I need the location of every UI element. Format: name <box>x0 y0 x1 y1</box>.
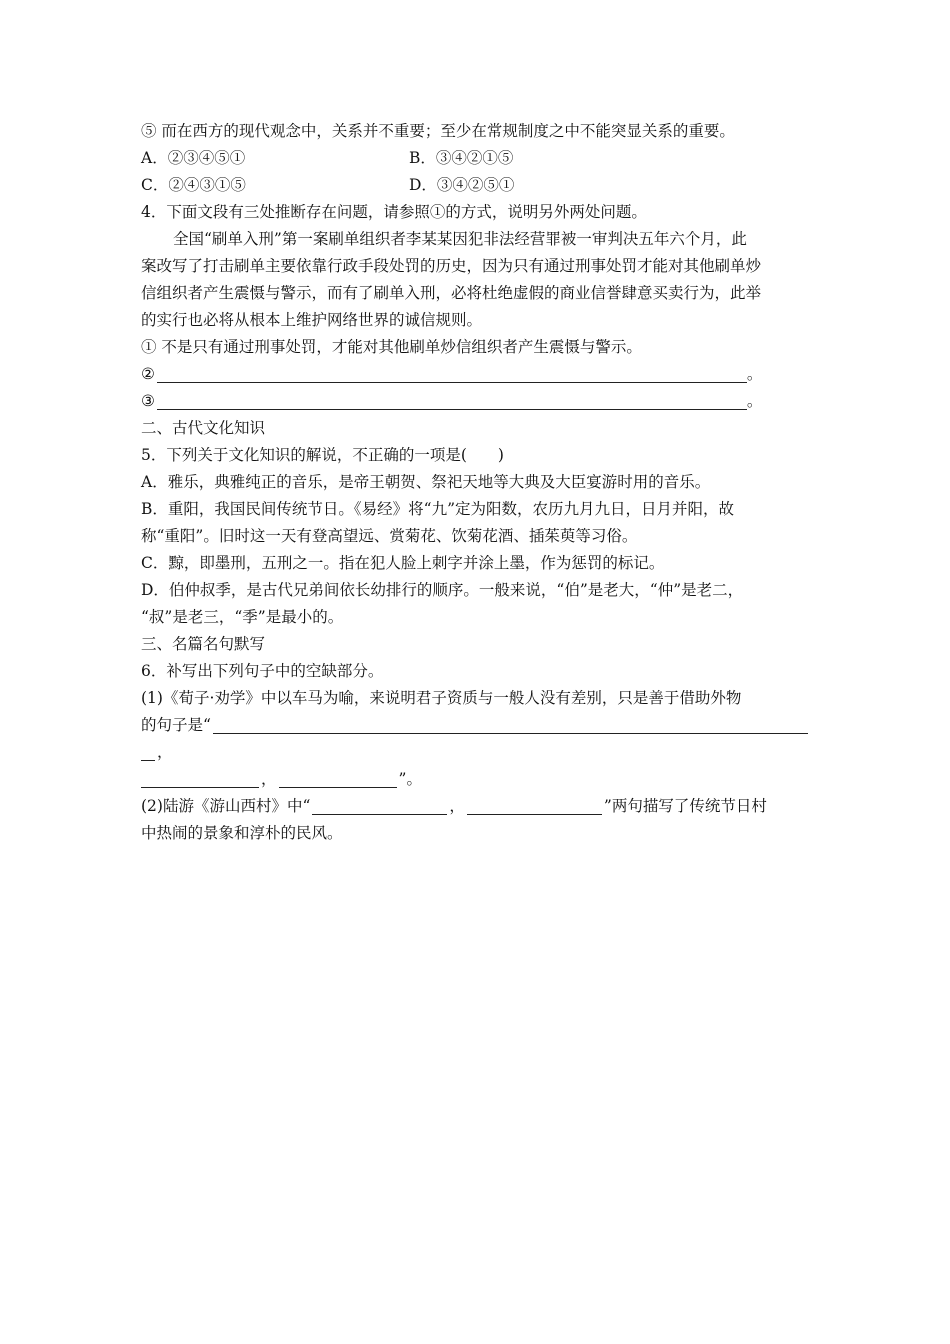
question-5: 5．下列关于文化知识的解说，不正确的一项是( ) <box>141 446 504 464</box>
question-6-1-blank-a[interactable] <box>213 714 808 734</box>
passage-line-3: 信组织者产生震慑与警示，而有了刷单入刑，必将杜绝虚假的商业信誉肆意买卖行为，此举 <box>141 284 762 302</box>
question-6-1-blank-b[interactable] <box>141 768 259 788</box>
question-5-option-b-line-1: B．重阳，我国民间传统节日。《易经》将“九”定为阳数，农历九月九日，日月并阳，故 <box>141 500 734 518</box>
option-d: D．③④②⑤① <box>409 176 515 194</box>
passage-line-2: 案改写了打击刷单主要依靠行政手段处罚的历史，因为只有通过刑事处罚才能对其他刷单炒 <box>141 257 762 275</box>
options-row-cd <box>141 172 821 199</box>
question-6-2-blank-b[interactable] <box>467 795 602 815</box>
question-6-1-line-3 <box>141 739 821 766</box>
passage-line-1: 全国“刷单入刑”第一案刷单组织者李某某因犯非法经营罪被一审判决五年六个月，此 <box>173 230 747 248</box>
question-6-2-blank-a[interactable] <box>312 795 447 815</box>
section-3-heading: 三、名篇名句默写 <box>141 635 266 653</box>
question-5-option-d-line-2: “叔”是老三，“季”是最小的。 <box>141 608 344 626</box>
question-6-1-comma-1: ， <box>157 743 173 761</box>
answer-2-period: 。 <box>746 365 763 383</box>
question-6-1-comma-2: ， <box>261 770 277 788</box>
options-row-ab <box>141 145 821 172</box>
question-5-option-d-line-1: D．伯仲叔季，是古代兄弟间依长幼排行的顺序。一般来说，“伯”是老大，“仲”是老二， <box>141 581 744 599</box>
answer-3-blank[interactable] <box>157 390 747 410</box>
question-6-1-blank-c[interactable] <box>279 768 397 788</box>
question-6-1-line-1: (1)《荀子·劝学》中以车马为喻，来说明君子资质与一般人没有差别，只是善于借助外物 <box>141 689 742 707</box>
answer-3-period: 。 <box>746 392 763 410</box>
question-6-2-line-2: 中热闹的景象和淳朴的民风。 <box>141 824 343 842</box>
question-4: 4．下面文段有三处推断存在问题，请参照①的方式，说明另外两处问题。 <box>141 203 647 221</box>
answer-3-row <box>141 388 821 415</box>
answer-2-label: ② <box>141 365 155 383</box>
question-6: 6．补写出下列句子中的空缺部分。 <box>141 662 384 680</box>
answer-1: ① 不是只有通过刑事处罚，才能对其他刷单炒信组织者产生震慑与警示。 <box>141 338 642 356</box>
question-6-2-prefix: (2)陆游《游山西村》中“ <box>141 797 311 815</box>
question-6-1-line-4 <box>141 766 821 793</box>
answer-2-row <box>141 361 821 388</box>
question-6-1-blank-a-cont[interactable] <box>141 741 155 761</box>
question-6-1-close: ”。 <box>398 770 422 788</box>
option-a: A．②③④⑤① <box>141 149 246 167</box>
answer-3-label: ③ <box>141 392 155 410</box>
option-c: C．②④③①⑤ <box>141 176 246 194</box>
option-5-line: ⑤ 而在西方的现代观念中，关系并不重要；至少在常规制度之中不能突显关系的重要。 <box>141 122 735 140</box>
question-6-2-suffix: ”两句描写了传统节日村 <box>603 797 767 815</box>
question-5-option-c: C．黥，即墨刑，五刑之一。指在犯人脸上刺字并涂上墨，作为惩罚的标记。 <box>141 554 665 572</box>
question-6-1-line-2 <box>141 712 821 739</box>
option-b: B．③④②①⑤ <box>409 149 514 167</box>
question-5-option-a: A．雅乐，典雅纯正的音乐，是帝王朝贺、祭祀天地等大典及大臣宴游时用的音乐。 <box>141 473 711 491</box>
passage-line-4: 的实行也必将从根本上维护网络世界的诚信规则。 <box>141 311 483 329</box>
answer-2-blank[interactable] <box>157 363 747 383</box>
question-6-2-line-1 <box>141 793 821 820</box>
section-2-heading: 二、古代文化知识 <box>141 419 266 437</box>
document-page <box>141 118 821 847</box>
question-6-1-prefix: 的句子是“ <box>141 716 211 734</box>
question-5-option-b-line-2: 称“重阳”。旧时这一天有登高望远、赏菊花、饮菊花酒、插茱萸等习俗。 <box>141 527 638 545</box>
question-6-2-comma: ， <box>449 797 465 815</box>
